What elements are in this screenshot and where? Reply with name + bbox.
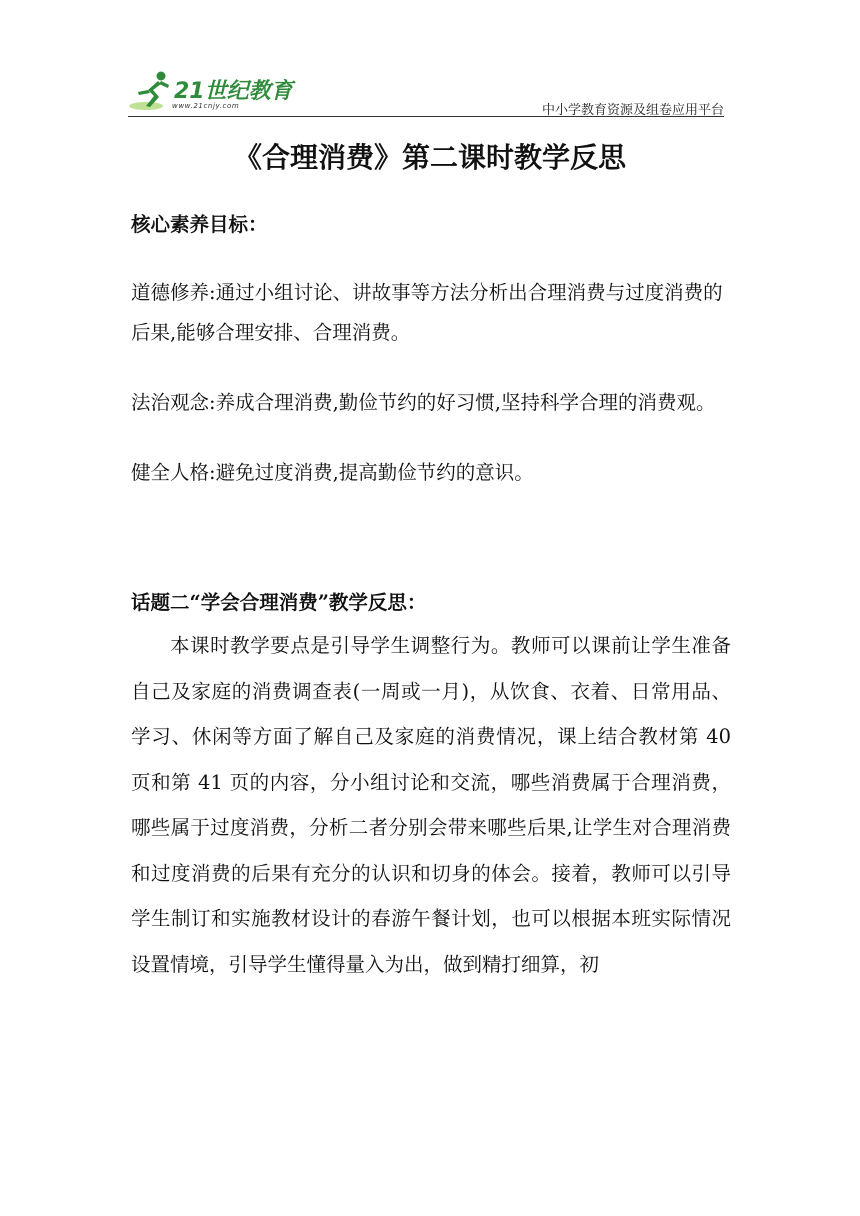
logo: [128, 66, 298, 118]
goal-personality: 健全人格:避免过度消费,提高勤俭节约的意识。: [131, 461, 534, 484]
document-title: 《合理消费》第二课时教学反思: [233, 141, 626, 174]
topic-heading: 话题二“学会合理消费”教学反思：: [131, 591, 427, 614]
goal-law: 法治观念:养成合理消费,勤俭节约的好习惯,坚持科学合理的消费观。: [131, 391, 716, 414]
goal-moral: 道德修养:通过小组讨论、讲故事等方法分析出合理消费与过度消费的后果,能够合理安排、合理消费。: [131, 281, 723, 344]
document-body: [131, 205, 731, 987]
platform-name: 中小学教育资源及组卷应用平台: [541, 103, 724, 118]
runner-logo-icon: [128, 70, 174, 114]
header-divider: [128, 116, 724, 117]
logo-url: www.21cnjy.com: [172, 102, 240, 110]
reflection-paragraph: 本课时教学要点是引导学生调整行为。教师可以课前让学生准备自己及家庭的消费调查表(一周或一月)，从饮食、衣着、日常用品、学习、休闲等方面了解自己及家庭的消费情况，课上结合教材第 40 页和第 41 页的内容，分小组讨论和交流，哪些消费属于合理消费，哪些属于过度消费，分析二者分别会带来哪些后果,让学生对合理消费和过度消费的后果有充分的认识和切身的体会。接着，教师可以引导学生制订和实施教材设计的春游午餐计划，也可以根据本班实际情况设置情境，引导学生懂得量入为出，做到精打细算，初: [131, 634, 731, 976]
core-goals-heading: 核心素养目标：: [131, 213, 268, 236]
page-header: [128, 66, 724, 118]
logo-text: 21世纪教育: [174, 79, 293, 104]
